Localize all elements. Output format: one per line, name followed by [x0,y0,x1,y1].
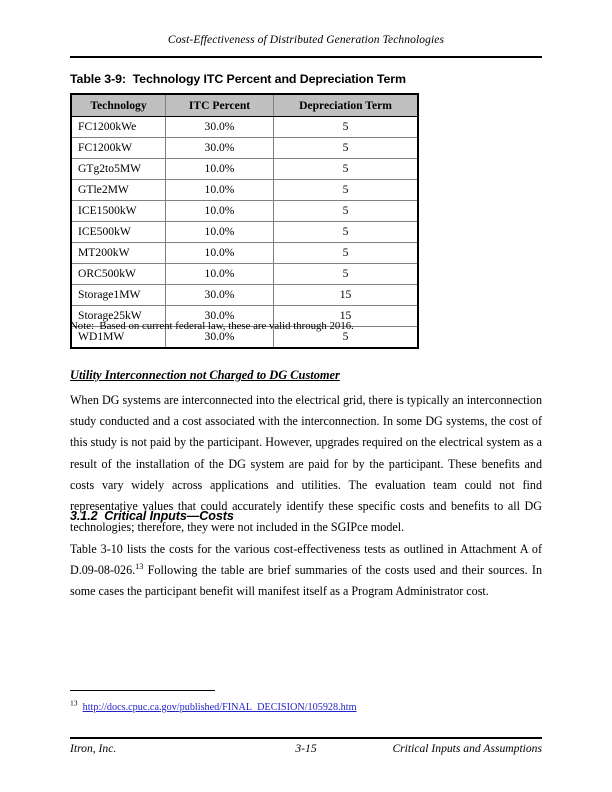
footnote-url-link[interactable]: http://docs.cpuc.ca.gov/published/FINAL_DECISION/105928.htm [82,702,357,713]
column-header-depreciation-term: Depreciation Term [274,94,419,117]
cell-technology: MT200kW [71,243,166,264]
paragraph-critical-inputs-costs [70,539,542,603]
cell-depreciation-term: 5 [274,222,419,243]
cell-technology: ICE1500kW [71,201,166,222]
cell-itc-percent: 30.0% [166,138,274,159]
footer-right-chapter: Critical Inputs and Assumptions [392,742,542,755]
cell-depreciation-term: 5 [274,117,419,138]
cell-technology: WD1MW [71,327,166,349]
running-header-title: Cost-Effectiveness of Distributed Generation Technologies [167,34,445,46]
table-header-row [71,94,418,117]
cell-technology: Storage1MW [71,285,166,306]
cell-itc-percent: 10.0% [166,180,274,201]
cell-itc-percent: 30.0% [166,285,274,306]
cell-depreciation-term: 5 [274,201,419,222]
cell-itc-percent: 10.0% [166,243,274,264]
cell-technology: ICE500kW [71,222,166,243]
cell-technology: GTle2MW [71,180,166,201]
cell-depreciation-term: 5 [274,180,419,201]
subsection-heading-interconnection: Utility Interconnection not Charged to DG Customer [70,368,340,382]
footer-rule [70,737,542,739]
page-footer [70,742,542,760]
footer-page-number: 3-15 [295,742,317,755]
cell-depreciation-term: 5 [274,138,419,159]
cell-technology: GTg2to5MW [71,159,166,180]
cell-technology: Storage25kW [71,306,166,327]
table-row [71,180,418,201]
cell-depreciation-term: 15 [274,285,419,306]
cell-depreciation-term: 5 [274,264,419,285]
table-row [71,264,418,285]
cell-itc-percent: 10.0% [166,201,274,222]
itc-depreciation-table [70,93,419,349]
paragraph-interconnection: When DG systems are interconnected into the electrical grid, there is typically an interconnection study conducted and a cost associated with the interconnection. In some DG systems, the cost of this study is not paid by the participant. However, upgrades required on the electrical system as a result of the installation of the DG system are paid for by the participant. These benefits and costs vary widely across applications and utilities. The evaluation team could not find representative values that could accurately identify these specific costs and benefits to all DG technologies; therefore, they were not included in the SGIPce model. [70,393,542,535]
table-note: Note: Based on current federal law, these are valid through 2016. [70,320,354,332]
cell-itc-percent: 30.0% [166,117,274,138]
cell-itc-percent: 30.0% [166,306,274,327]
cell-depreciation-term: 5 [274,327,419,349]
paragraph-costs-part1: Table 3-10 lists the costs for the various cost-effectiveness tests as outlined in Attachment A of D.09-08-026. [70,542,542,578]
table-row [71,117,418,138]
cell-itc-percent: 10.0% [166,159,274,180]
column-header-technology: Technology [71,94,166,117]
cell-depreciation-term: 5 [274,159,419,180]
column-header-itc-percent: ITC Percent [166,94,274,117]
footer-left-company: Itron, Inc. [70,742,117,755]
table-row [71,159,418,180]
cell-technology: FC1200kWe [71,117,166,138]
cell-technology: ORC500kW [71,264,166,285]
table-row [71,201,418,222]
table-row [71,285,418,306]
table-head [71,94,418,117]
header-rule [70,56,542,58]
table-caption: Table 3-9: Technology ITC Percent and Depreciation Term [70,72,406,86]
footnote-reference-marker[interactable]: 13 [135,562,144,572]
cell-itc-percent: 30.0% [166,327,274,349]
paragraph-costs-part2: Following the table are brief summaries of the costs used and their sources. In some cases the participant benefit will manifest itself as a Program Administrator cost. [70,563,542,599]
cell-itc-percent: 10.0% [166,264,274,285]
table-row [71,243,418,264]
cell-depreciation-term: 15 [274,306,419,327]
table-row [71,138,418,159]
footnote-entry [70,698,357,713]
footnote-number: 13 [70,698,78,708]
table-row [71,222,418,243]
cell-technology: FC1200kW [71,138,166,159]
table-body [71,117,418,349]
cell-itc-percent: 10.0% [166,222,274,243]
cell-depreciation-term: 5 [274,243,419,264]
footnote-separator-rule [70,690,215,691]
section-heading-critical-inputs-costs: 3.1.2 Critical Inputs—Costs [70,509,234,523]
